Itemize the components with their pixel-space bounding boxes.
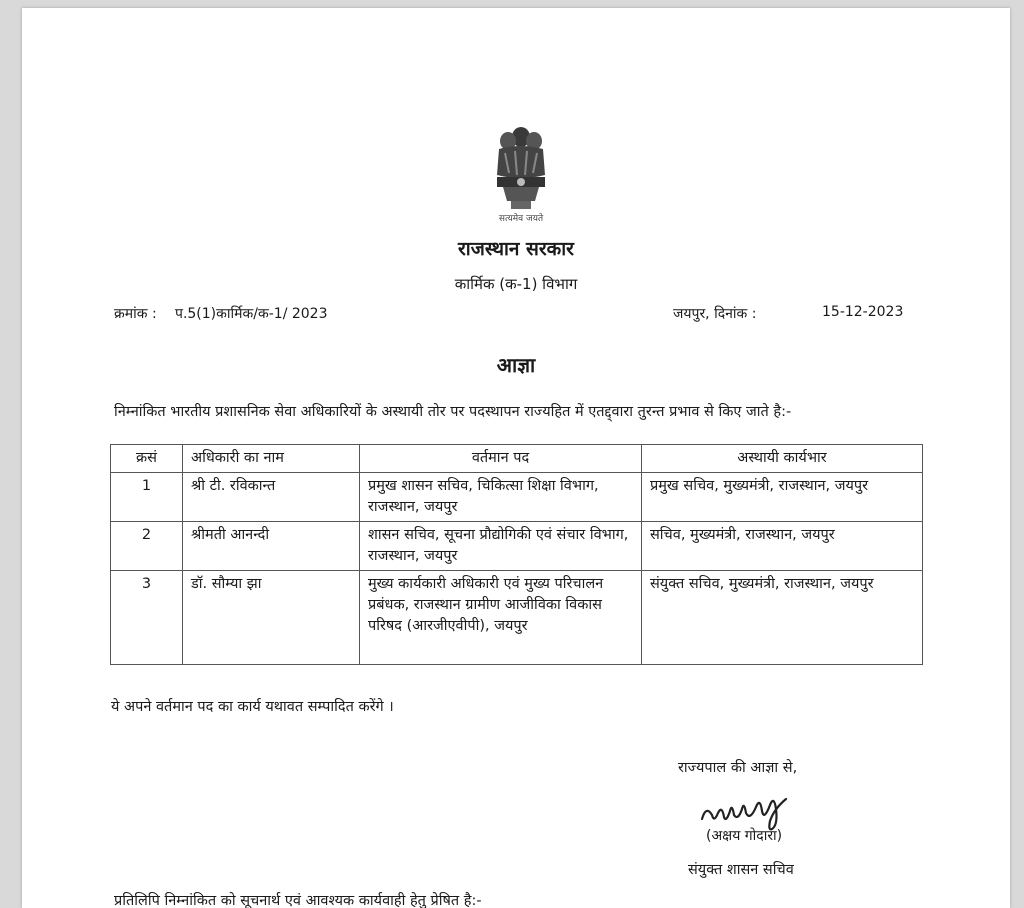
order-title: आज्ञा [496, 353, 536, 377]
row-sno: 2 [111, 522, 183, 571]
order-date: 15-12-2023 [822, 304, 904, 320]
row-sno: 3 [111, 571, 183, 665]
header-sno: क्रसं [111, 445, 183, 473]
copy-to-line: प्रतिलिपि निम्नांकित को सूचनार्थ एवं आवश्यक कार्यवाही हेतु प्रेषित है:- [114, 893, 482, 908]
row-current-post: प्रमुख शासन सचिव, चिकित्सा शिक्षा विभाग, राजस्थान, जयपुर [360, 473, 642, 522]
emblem-motto: सत्यमेव जयते [498, 214, 544, 224]
row-temp-charge: प्रमुख सचिव, मुख्यमंत्री, राजस्थान, जयपुर [642, 473, 923, 522]
national-emblem [487, 123, 555, 228]
row-temp-charge: सचिव, मुख्यमंत्री, राजस्थान, जयपुर [642, 522, 923, 571]
reference-number-label: क्रमांक : [114, 306, 157, 322]
table-row [111, 571, 923, 665]
header-officer-name: अधिकारी का नाम [183, 445, 360, 473]
header-temp-charge: अस्थायी कार्यभार [642, 445, 923, 473]
row-current-post: शासन सचिव, सूचना प्रौद्योगिकी एवं संचार विभाग, राजस्थान, जयपुर [360, 522, 642, 571]
row-current-post: मुख्य कार्यकारी अधिकारी एवं मुख्य परिचालन प्रबंधक, राजस्थान ग्रामीण आजीविका विकास परिषद (आरजीएवीपी), जयपुर [360, 571, 642, 665]
designation: संयुक्त शासन सचिव [688, 862, 794, 878]
document-page [22, 8, 1010, 908]
posting-table [110, 444, 923, 665]
table-row [111, 522, 923, 571]
row-officer-name: डॉ. सौम्या झा [183, 571, 360, 665]
officer-name: (अक्षय गोदारा) [706, 828, 783, 844]
table-row [111, 473, 923, 522]
row-sno: 1 [111, 473, 183, 522]
row-temp-charge: संयुक्त सचिव, मुख्यमंत्री, राजस्थान, जयपुर [642, 571, 923, 665]
table-header-row [111, 445, 923, 473]
government-name: राजस्थान सरकार [458, 238, 574, 260]
header-current-post: वर्तमान पद [360, 445, 642, 473]
place-date-label: जयपुर, दिनांक : [673, 306, 757, 322]
closing-paragraph: ये अपने वर्तमान पद का कार्य यथावत सम्पादित करेंगे । [111, 699, 394, 715]
row-officer-name: श्रीमती आनन्दी [183, 522, 360, 571]
intro-paragraph: निम्नांकित भारतीय प्रशासनिक सेवा अधिकारियों के अस्थायी तोर पर पदस्थापन राज्यहित में एतद्द्वारा तुरन्त प्रभाव से किए जाते है:- [114, 404, 792, 420]
by-order-text: राज्यपाल की आज्ञा से, [678, 760, 798, 776]
row-officer-name: श्री टी. रविकान्त [183, 473, 360, 522]
reference-number: प.5(1)कार्मिक/क-1/ 2023 [175, 306, 328, 322]
department-name: कार्मिक (क-1) विभाग [454, 275, 578, 293]
